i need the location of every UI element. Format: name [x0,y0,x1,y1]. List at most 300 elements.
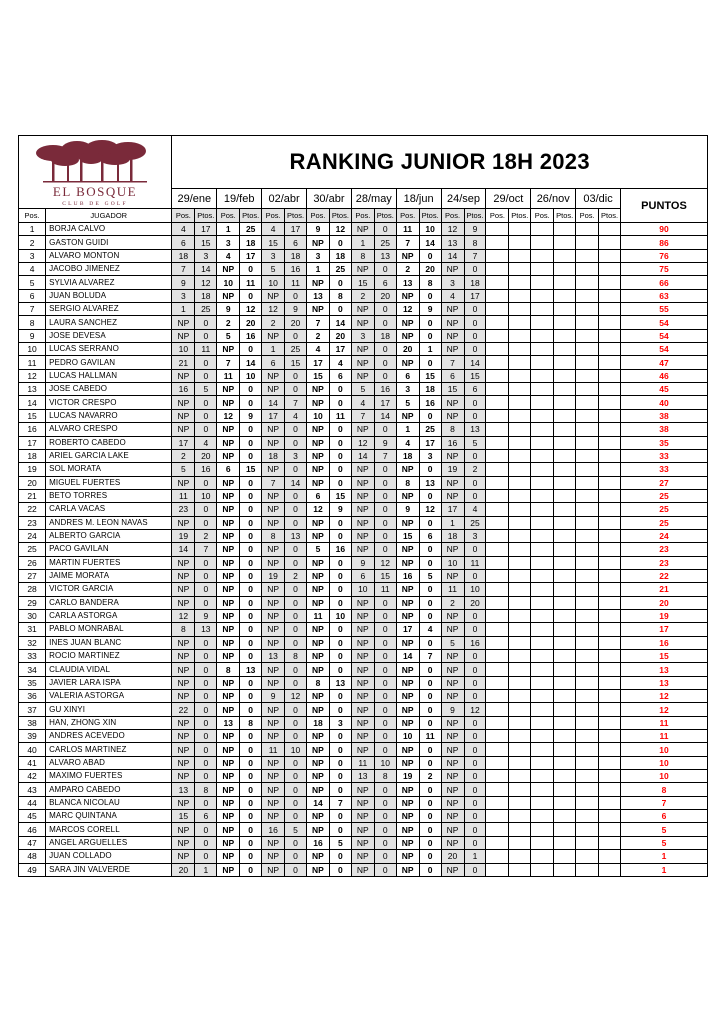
round-pos-cell: NP [262,810,285,823]
round-pos-cell: 15 [306,369,329,382]
player-name: PABLO MONRABAL [46,623,172,636]
table-row [19,263,708,276]
round-pos-cell: NP [306,636,329,649]
player-name: JAVIER LARA ISPA [46,676,172,689]
round-pos-cell: NP [441,316,464,329]
round-pos-cell: 19 [396,770,419,783]
rank-cell: 40 [19,743,46,756]
round-ptos-cell [599,249,621,262]
round-ptos-cell: 3 [195,249,217,262]
round-pos-cell: NP [441,676,464,689]
round-pos-cell [531,409,554,422]
round-ptos-cell [554,289,576,302]
round-pos-cell: 8 [441,423,464,436]
round-pos-cell [576,623,599,636]
round-pos-cell: 7 [262,476,285,489]
round-pos-cell [486,730,509,743]
round-ptos-header: Ptos. [419,209,441,223]
round-ptos-cell: 0 [285,663,307,676]
round-pos-cell: NP [396,796,419,809]
round-pos-cell: 10 [441,556,464,569]
round-ptos-cell: 18 [464,276,486,289]
round-ptos-cell: 12 [419,503,441,516]
round-ptos-cell [509,676,531,689]
round-pos-cell [576,463,599,476]
round-pos-cell: 5 [351,383,374,396]
round-pos-cell [576,449,599,462]
round-pos-cell: 6 [441,369,464,382]
round-ptos-cell: 8 [195,783,217,796]
round-pos-cell [531,356,554,369]
round-pos-cell [486,289,509,302]
round-pos-cell: NP [172,743,195,756]
round-pos-cell: NP [172,716,195,729]
round-ptos-cell [599,529,621,542]
round-ptos-cell: 20 [285,316,307,329]
round-pos-cell [531,690,554,703]
round-pos-cell: NP [262,596,285,609]
round-pos-cell: 7 [306,316,329,329]
table-row [19,703,708,716]
table-row [19,369,708,382]
round-ptos-cell: 0 [374,836,396,849]
player-name: BORJA CALVO [46,223,172,236]
round-ptos-cell [599,369,621,382]
round-pos-header: Pos. [172,209,195,223]
total-points: 11 [621,730,708,743]
table-row [19,636,708,649]
round-ptos-cell [599,383,621,396]
round-ptos-cell: 13 [464,423,486,436]
round-ptos-cell: 6 [329,369,351,382]
round-pos-cell: 6 [396,369,419,382]
round-ptos-cell: 0 [285,583,307,596]
rank-cell: 12 [19,369,46,382]
round-pos-cell: NP [306,730,329,743]
round-ptos-cell: 10 [240,369,262,382]
round-pos-cell: NP [262,703,285,716]
round-ptos-cell: 0 [419,463,441,476]
round-ptos-cell [509,703,531,716]
rank-cell: 39 [19,730,46,743]
round-pos-cell: NP [172,569,195,582]
round-ptos-cell [554,489,576,502]
round-pos-cell [486,836,509,849]
round-pos-cell: NP [172,316,195,329]
round-pos-cell [486,690,509,703]
round-pos-cell [576,743,599,756]
round-ptos-cell: 0 [240,556,262,569]
round-ptos-cell: 4 [329,356,351,369]
round-ptos-cell: 11 [329,409,351,422]
round-pos-cell: 18 [441,529,464,542]
round-ptos-cell [509,369,531,382]
table-row [19,423,708,436]
round-pos-cell [531,583,554,596]
round-pos-cell: NP [217,543,240,556]
round-ptos-cell: 12 [374,556,396,569]
round-ptos-cell: 0 [464,329,486,342]
round-ptos-cell [599,730,621,743]
round-ptos-cell: 14 [240,356,262,369]
round-pos-cell: NP [441,836,464,849]
round-pos-cell: NP [217,609,240,622]
round-pos-cell: NP [351,609,374,622]
round-ptos-cell: 0 [285,796,307,809]
player-name: LUCAS HALLMAN [46,369,172,382]
round-ptos-cell: 4 [464,503,486,516]
round-pos-cell: NP [396,463,419,476]
round-ptos-cell [599,263,621,276]
round-ptos-cell: 8 [329,289,351,302]
round-ptos-cell [509,223,531,236]
round-ptos-cell [554,449,576,462]
round-pos-cell [576,356,599,369]
player-name: JUAN COLLADO [46,850,172,863]
rank-cell: 10 [19,343,46,356]
total-points: 16 [621,636,708,649]
round-ptos-cell: 17 [240,249,262,262]
tournament-date: 02/abr [262,189,307,209]
tournament-date: 03/dic [576,189,621,209]
round-pos-cell: NP [441,796,464,809]
round-ptos-cell: 0 [285,556,307,569]
rank-cell: 36 [19,690,46,703]
round-pos-cell [576,543,599,556]
round-ptos-cell: 0 [374,796,396,809]
round-pos-cell: 15 [396,529,419,542]
round-pos-cell: NP [441,449,464,462]
round-pos-cell: NP [172,823,195,836]
table-row [19,529,708,542]
round-ptos-cell: 0 [374,516,396,529]
round-pos-cell [486,316,509,329]
tournament-date: 18/jun [396,189,441,209]
round-ptos-cell: 0 [419,690,441,703]
round-pos-cell: NP [441,543,464,556]
player-name: ARIEL GARCIA LAKE [46,449,172,462]
player-name: CARLA VACAS [46,503,172,516]
round-pos-cell: NP [441,663,464,676]
round-pos-cell: 9 [217,303,240,316]
round-pos-cell: NP [441,396,464,409]
round-ptos-cell [509,436,531,449]
round-pos-cell: 20 [396,343,419,356]
round-pos-cell [486,783,509,796]
round-pos-cell: 5 [441,636,464,649]
round-pos-cell [531,756,554,769]
table-row [19,503,708,516]
table-row [19,356,708,369]
round-ptos-cell: 0 [464,316,486,329]
round-pos-cell [531,503,554,516]
round-ptos-cell: 2 [464,463,486,476]
round-pos-cell: NP [351,663,374,676]
round-ptos-cell: 0 [285,703,307,716]
round-ptos-cell: 0 [374,810,396,823]
round-pos-cell: NP [262,716,285,729]
round-pos-cell: NP [262,543,285,556]
round-ptos-cell: 25 [195,303,217,316]
total-points: 66 [621,276,708,289]
round-ptos-cell: 0 [329,623,351,636]
round-pos-cell: 9 [396,503,419,516]
total-points: 24 [621,529,708,542]
round-pos-cell: 7 [396,236,419,249]
round-ptos-cell [509,623,531,636]
round-pos-cell: NP [262,369,285,382]
round-ptos-cell: 0 [240,516,262,529]
table-row [19,609,708,622]
round-ptos-cell: 7 [329,796,351,809]
round-pos-cell: 4 [396,436,419,449]
rank-cell: 44 [19,796,46,809]
round-ptos-cell: 0 [464,303,486,316]
round-ptos-cell: 0 [240,770,262,783]
round-pos-cell: 4 [262,223,285,236]
round-pos-cell [486,356,509,369]
round-pos-cell: NP [351,783,374,796]
round-ptos-cell: 11 [240,276,262,289]
round-pos-cell: NP [396,289,419,302]
round-pos-cell [486,756,509,769]
round-pos-cell [486,489,509,502]
round-pos-header: Pos. [262,209,285,223]
round-pos-cell: 5 [306,543,329,556]
round-ptos-cell: 13 [329,676,351,689]
round-pos-cell [576,476,599,489]
round-ptos-cell [554,436,576,449]
round-pos-cell: 3 [351,329,374,342]
round-pos-cell: 14 [351,449,374,462]
round-ptos-cell: 0 [329,303,351,316]
round-ptos-cell: 0 [240,783,262,796]
player-name: INES JUAN BLANC [46,636,172,649]
round-ptos-cell: 0 [374,543,396,556]
round-pos-cell: NP [351,369,374,382]
rank-cell: 1 [19,223,46,236]
round-ptos-cell [599,449,621,462]
round-ptos-cell: 0 [285,850,307,863]
round-ptos-cell: 0 [195,650,217,663]
round-pos-cell: 10 [262,276,285,289]
round-pos-cell [531,796,554,809]
round-ptos-cell: 0 [329,743,351,756]
round-pos-cell: NP [396,663,419,676]
rank-cell: 43 [19,783,46,796]
round-pos-cell: NP [262,436,285,449]
round-pos-cell: 8 [217,663,240,676]
round-ptos-cell: 0 [195,636,217,649]
club-logo [19,136,172,209]
round-ptos-cell: 7 [419,650,441,663]
round-ptos-cell [509,743,531,756]
round-pos-cell [531,489,554,502]
round-pos-cell: NP [217,836,240,849]
total-points: 10 [621,743,708,756]
rank-cell: 6 [19,289,46,302]
round-pos-cell: NP [306,850,329,863]
round-pos-cell [531,730,554,743]
round-pos-cell: NP [306,596,329,609]
round-pos-cell [531,529,554,542]
round-ptos-cell [509,730,531,743]
round-ptos-cell [509,716,531,729]
round-ptos-cell: 16 [240,329,262,342]
player-name: CARLA ASTORGA [46,609,172,622]
total-points: 46 [621,369,708,382]
round-ptos-cell: 16 [464,636,486,649]
round-pos-cell: 10 [172,343,195,356]
round-pos-cell [531,863,554,876]
round-ptos-cell: 1 [195,863,217,876]
round-pos-cell: 1 [217,223,240,236]
round-ptos-cell [509,596,531,609]
round-pos-cell: 11 [396,223,419,236]
round-ptos-cell: 17 [374,396,396,409]
round-pos-cell: NP [441,730,464,743]
round-pos-cell: NP [306,623,329,636]
round-pos-cell: 1 [396,423,419,436]
rank-cell: 33 [19,650,46,663]
round-pos-cell: NP [441,743,464,756]
round-ptos-cell: 0 [285,623,307,636]
round-ptos-cell: 0 [419,409,441,422]
round-ptos-cell: 0 [240,489,262,502]
round-pos-cell: 16 [172,383,195,396]
round-ptos-cell [599,783,621,796]
round-pos-cell: NP [351,516,374,529]
round-pos-cell: 5 [396,396,419,409]
round-pos-cell: NP [351,850,374,863]
rank-cell: 4 [19,263,46,276]
round-pos-cell: 5 [262,263,285,276]
round-ptos-cell: 16 [195,463,217,476]
round-pos-cell: NP [262,730,285,743]
table-row [19,783,708,796]
round-pos-cell: NP [441,623,464,636]
round-ptos-header: Ptos. [195,209,217,223]
round-ptos-cell [509,516,531,529]
round-ptos-cell: 0 [240,676,262,689]
round-pos-cell [531,569,554,582]
round-pos-cell: NP [262,676,285,689]
round-ptos-cell: 0 [374,690,396,703]
round-ptos-cell: 0 [419,863,441,876]
round-ptos-cell: 0 [329,810,351,823]
round-pos-cell: NP [217,396,240,409]
round-pos-cell: NP [217,636,240,649]
round-ptos-cell: 0 [374,529,396,542]
round-pos-cell: NP [172,636,195,649]
round-ptos-cell: 0 [240,609,262,622]
round-pos-cell: NP [217,783,240,796]
round-pos-cell: NP [262,329,285,342]
round-ptos-cell: 0 [240,383,262,396]
round-pos-cell: 1 [351,236,374,249]
round-ptos-header: Ptos. [599,209,621,223]
round-pos-cell [576,236,599,249]
round-ptos-cell: 0 [419,756,441,769]
round-pos-cell: NP [262,489,285,502]
round-ptos-cell [509,396,531,409]
round-pos-cell: NP [172,583,195,596]
round-pos-cell [576,636,599,649]
round-ptos-cell [554,663,576,676]
round-pos-cell: NP [306,423,329,436]
round-pos-cell: NP [351,463,374,476]
round-ptos-cell: 4 [195,436,217,449]
round-pos-cell: NP [351,836,374,849]
round-pos-cell: 21 [172,356,195,369]
round-ptos-cell: 0 [195,836,217,849]
round-pos-cell: NP [262,863,285,876]
round-pos-cell: NP [306,476,329,489]
round-ptos-cell: 0 [195,823,217,836]
round-ptos-cell: 4 [419,623,441,636]
round-pos-cell: NP [441,650,464,663]
player-name: ALVARO CRESPO [46,423,172,436]
round-pos-cell: NP [441,810,464,823]
round-pos-cell [531,423,554,436]
round-ptos-cell: 0 [419,583,441,596]
round-pos-header: Pos. [576,209,599,223]
round-pos-cell [486,223,509,236]
round-pos-cell [531,303,554,316]
round-pos-cell: NP [217,583,240,596]
round-pos-cell: NP [306,863,329,876]
round-ptos-cell [599,423,621,436]
round-ptos-cell: 3 [329,716,351,729]
round-pos-cell: NP [441,609,464,622]
player-name: CARLO BANDERA [46,596,172,609]
table-row [19,810,708,823]
round-pos-cell: NP [306,583,329,596]
round-ptos-cell: 0 [374,730,396,743]
round-pos-cell: NP [351,863,374,876]
round-pos-cell: NP [441,770,464,783]
round-ptos-cell [509,770,531,783]
round-ptos-cell: 5 [329,836,351,849]
rank-cell: 28 [19,583,46,596]
round-pos-cell [531,476,554,489]
round-pos-cell [576,836,599,849]
round-ptos-cell: 0 [329,690,351,703]
round-ptos-cell: 15 [464,369,486,382]
round-pos-header: Pos. [351,209,374,223]
round-ptos-cell: 10 [195,489,217,502]
player-name: JOSE DEVESA [46,329,172,342]
round-ptos-cell: 0 [374,596,396,609]
round-ptos-cell [554,743,576,756]
round-pos-cell [486,503,509,516]
round-pos-cell: NP [172,676,195,689]
round-ptos-cell: 20 [464,596,486,609]
round-pos-cell: 8 [396,476,419,489]
round-pos-cell [576,263,599,276]
round-pos-cell: NP [396,543,419,556]
round-ptos-cell: 0 [374,609,396,622]
round-pos-cell: 11 [172,489,195,502]
round-pos-cell: NP [351,796,374,809]
round-pos-cell: 14 [306,796,329,809]
rank-cell: 19 [19,463,46,476]
round-pos-cell [531,636,554,649]
round-ptos-cell [509,823,531,836]
round-ptos-cell: 11 [464,556,486,569]
table-row [19,623,708,636]
round-ptos-cell: 9 [329,503,351,516]
